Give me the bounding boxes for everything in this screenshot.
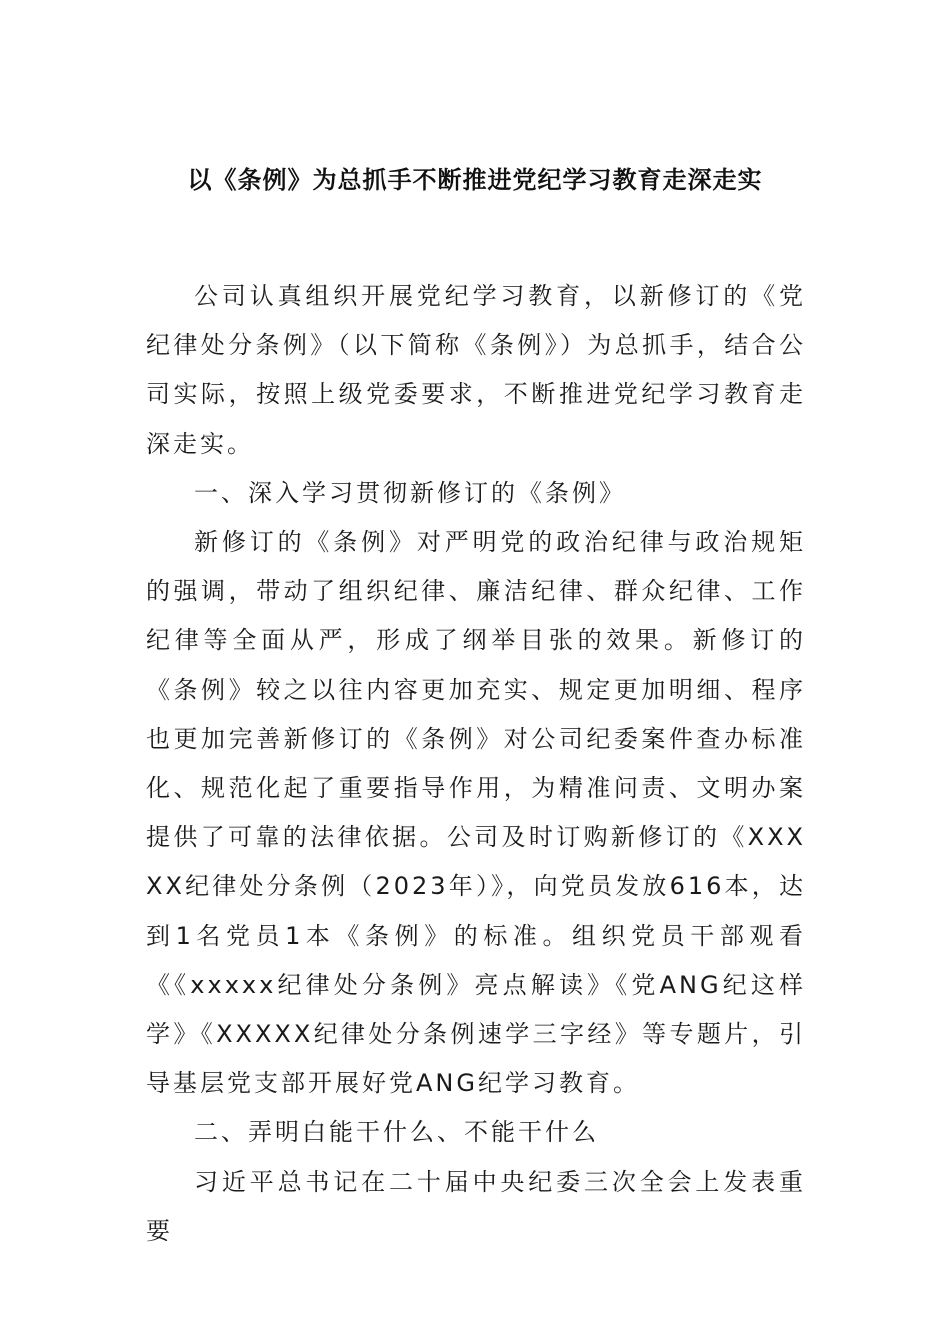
section-heading-1: 一、深入学习贯彻新修订的《条例》 — [194, 478, 626, 507]
paragraph-section-1: 新修订的《条例》对严明党的政治纪律与政治规矩的强调，带动了组织纪律、廉洁纪律、群众纪律、工作纪律等全面从严，形成了纲举目张的效果。新修订的《条例》较之以往内容更加充实、规定更加明细、程序也更加完善新修订的《条例》对公司纪委案件查办标准化、规范化起了重要指导作用，为精准问责、文明办案提供了可靠的法律依据。公司及时订购新修订的《XXXXX纪律处分条例（2023年）》，向党员发放616本，达到1名党员1本《条例》的标准。组织党员干部观看《《xxxxx纪律处分条例》亮点解读》《党ANG纪这样学》《XXXXX纪律处分条例速学三字经》等专题片，引导基层党支部开展好党ANG纪学习教育。 — [146, 528, 806, 1098]
paragraph-intro: 公司认真组织开展党纪学习教育，以新修订的《党纪律处分条例》（以下简称《条例》）为总抓手，结合公司实际，按照上级党委要求，不断推进党纪学习教育走深走实。 — [146, 282, 806, 458]
document-body — [146, 272, 806, 1256]
section-heading-2: 二、弄明白能干什么、不能干什么 — [194, 1118, 599, 1147]
document-title: 以《条例》为总抓手不断推进党纪学习教育走深走实 — [187, 165, 763, 194]
paragraph-section-2: 习近平总书记在二十届中央纪委三次全会上发表重要 — [146, 1167, 806, 1245]
